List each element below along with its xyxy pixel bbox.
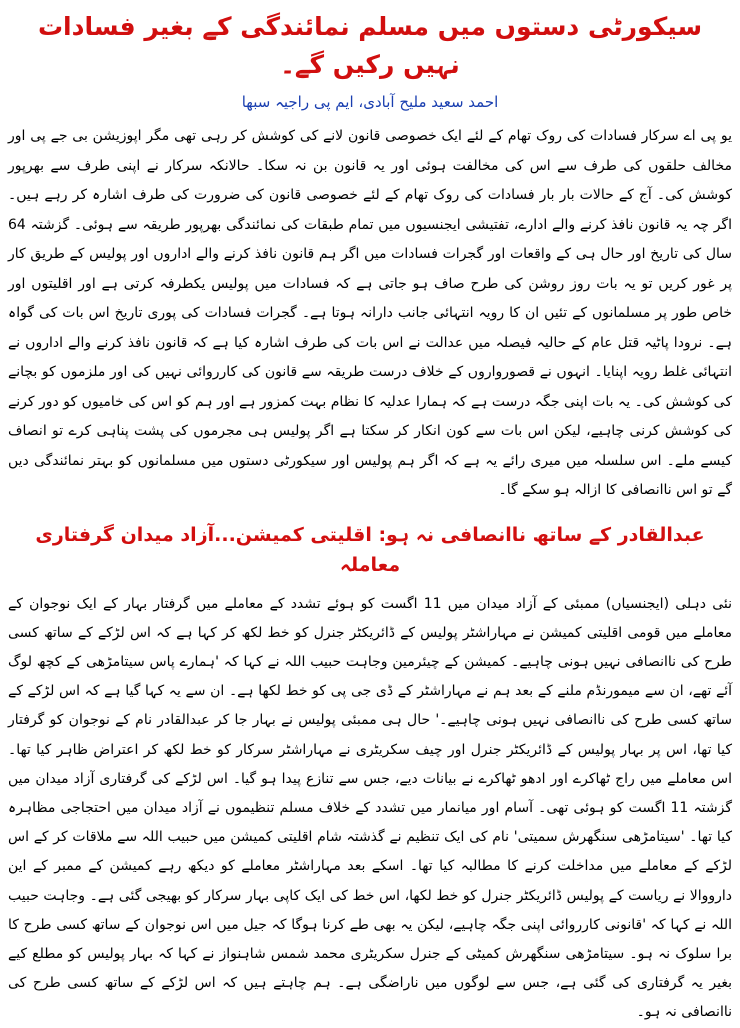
article-headline: سیکورٹی دستوں میں مسلم نمائندگی کے بغیر فسادات نہیں رکیں گے۔ [37,12,703,79]
article-byline: احمد سعید ملیح آبادی، ایم پی راجیہ سبھا [241,93,499,111]
article-body: یو پی اے سرکار فسادات کی روک تھام کے لئے ایک خصوصی قانون لانے کی کوشش کر رہی تھی مگر اپوزیشن بی جے پی اور مخالف حلقوں کی طرف سے اس کی مخالفت ہوئی اور یہ قانون بن نہ سکا۔ حالانکہ سرکار نے اپنی طرف سے بھرپور کوشش کی۔ آج کے حالات بار بار فسادات کی روک تھام کے لئے خصوصی قانون کی ضرورت کی طرف اشارہ کر رہے ہیں۔ اگر چہ یہ قانون نافذ کرنے والے ادارے، تفتیشی ایجنسیوں میں تمام طبقات کی نمائندگی بھرپور طریقہ سے ہوئی۔ گزشتہ 64 سال کی تاریخ اور حال ہی کے واقعات اور گجرات فسادات میں اگر ہم قانون نافذ کرنے والے اداروں اور پولیس کے طریق کار پر غور کریں تو یہ بات روز روشن کی طرح صاف ہو جاتی ہے کہ فسادات میں پولیس یکطرفہ کرتی ہے اور اقلیتوں اور خاص طور پر مسلمانوں کے تئیں ان کا رویہ انتہائی جانب دارانہ ہوتا ہے۔ گجرات فسادات کی پوری تاریخ اس بات کی گواہ ہے۔ نرودا پاٹیہ قتل عام کے حالیہ فیصلہ میں عدالت نے اس بات کی طرف اشارہ کیا ہے کہ قانون نافذ کرنے والے اداروں نے انتہائی غلط رویہ اپنایا۔ انہوں نے قصورواروں کے خلاف درست طریقہ سے قانون کی کارروائی نہیں کی اور ملزموں کو بچانے کی کوشش کی۔ یہ بات اپنی جگہ درست ہے کہ ہمارا عدلیہ کا نظام بہت کمزور ہے اور ہم کو اس کی خامیوں کو دور کرنے کی کوشش کرنی چاہیے، لیکن اس بات سے کون انکار کر سکتا ہے اگر پولیس ہی مجرموں کی پشت پناہی کرے تو انصاف کیسے ملے۔ اس سلسلہ میں میری رائے یہ ہے کہ اگر ہم پولیس اور سیکورٹی دستوں میں مسلمانوں کو بہتر نمائندگی دیں گے تو اس ناانصافی کا ازالہ ہو سکے گا۔ [8,128,732,498]
news-headline: عبدالقادر کے ساتھ ناانصافی نہ ہو: اقلیتی کمیشن...آزاد میدان گرفتاری معاملہ [35,523,705,576]
news-body: نئی دہلی (ایجنسیاں) ممبئی کے آزاد میدان میں 11 اگست کو ہوئے تشدد کے معاملے میں گرفتار بہار کے ایک نوجوان کے معاملے میں قومی اقلیتی کمیشن نے مہاراشٹر پولیس کے ڈائریکٹر جنرل کو خط لکھ کر کہا ہے کہ اس لڑکے کے ساتھ کسی طرح کی ناانصافی نہیں ہونی چاہیے۔ کمیشن کے چیئرمین وجاہت حبیب اللہ نے کہا کہ 'ہمارے پاس سیتامڑھی کے کچھ لوگ آئے تھے، ان سے میمورنڈم ملنے کے بعد ہم نے مہاراشٹر کے ڈی جی پی کو خط لکھا ہے۔ ان سے یہ کہا گیا ہے کہ اس لڑکے کے ساتھ کسی طرح کی ناانصافی نہیں ہونی چاہیے۔' حال ہی ممبئی پولیس نے بہار جا کر عبدالقادر نام کے نوجوان کو گرفتار کیا تھا، اس پر بہار پولیس کے ڈائریکٹر جنرل اور چیف سکریٹری نے مہاراشٹر سرکار کو خط لکھ کر اعتراض ظاہر کیا تھا۔ اس معاملے میں راج ٹھاکرے اور ادھو ٹھاکرے نے بیانات دیے، جس سے تنازع پیدا ہو گیا۔ اس لڑکے کی گرفتاری آزاد میدان میں گزشتہ 11 اگست کو ہوئی تھی۔ آسام اور میانمار میں تشدد کے خلاف مسلم تنظیموں نے آزاد میدان میں احتجاجی مظاہرہ کیا تھا۔ 'سیتامڑھی سنگھرش سمیتی' نام کی ایک تنظیم نے گذشتہ شام اقلیتی کمیشن میں حبیب اللہ سے ملاقات کر کے اس لڑکے کے معاملے میں مداخلت کرنے کا مطالبہ کیا تھا۔ اسکے بعد مہاراشٹر معاملے کو دیکھ رہے کمیشن کے ممبر کے این دارووالا نے ریاست کے پولیس ڈائریکٹر جنرل کو خط لکھا، اس خط کی ایک کاپی بہار سرکار کو بھیجی گئی ہے۔ وجاہت حبیب اللہ نے کہا کہ 'قانونی کارروائی اپنی جگہ چاہیے، لیکن یہ بھی طے کرنا ہوگا کہ جیل میں اس نوجوان کے ساتھ کسی طرح کا برا سلوک نہ ہو۔ سیتامڑھی سنگھرش کمیٹی کے جنرل سکریٹری محمد شمس شاہنواز نے کہا کہ بہار پولیس کو مطلع کیے بغیر یہ گرفتاری کی گئی ہے، جس سے لوگوں میں ناراضگی ہے۔ ہم چاہتے ہیں کہ اس لڑکے کے ساتھ کسی طرح کی ناانصافی نہ ہو۔ [8,595,733,1021]
